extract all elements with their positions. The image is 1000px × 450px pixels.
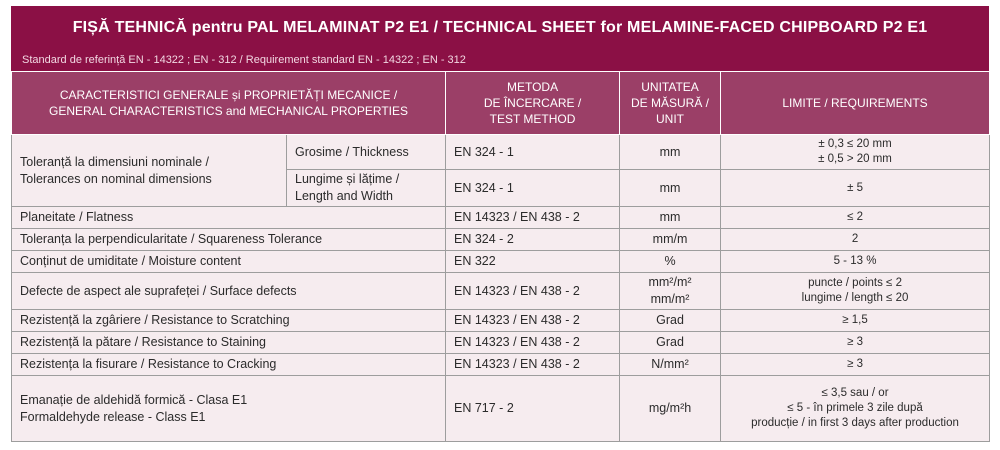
title-bar xyxy=(11,6,989,71)
moisture-method: EN 322 xyxy=(446,251,620,273)
table-row xyxy=(12,332,990,354)
surface-defects-limits: puncte / points ≤ 2 lungime / length ≤ 20 xyxy=(721,273,990,310)
thickness-unit: mm xyxy=(620,135,721,170)
squareness-label: Toleranța la perpendicularitate / Squareness Tolerance xyxy=(12,229,446,251)
formaldehyde-method: EN 717 - 2 xyxy=(446,376,620,442)
cracking-limits: ≥ 3 xyxy=(721,354,990,376)
moisture-limits: 5 - 13 % xyxy=(721,251,990,273)
table-row xyxy=(12,273,990,310)
table-row xyxy=(12,135,990,170)
table-row xyxy=(12,376,990,442)
scratching-unit: Grad xyxy=(620,310,721,332)
squareness-unit: mm/m xyxy=(620,229,721,251)
cracking-label: Rezistența la fisurare / Resistance to Cracking xyxy=(12,354,446,376)
scratching-label: Rezistență la zgâriere / Resistance to Scratching xyxy=(12,310,446,332)
staining-method: EN 14323 / EN 438 - 2 xyxy=(446,332,620,354)
moisture-unit: % xyxy=(620,251,721,273)
staining-limits: ≥ 3 xyxy=(721,332,990,354)
flatness-label: Planeitate / Flatness xyxy=(12,207,446,229)
flatness-limits: ≤ 2 xyxy=(721,207,990,229)
squareness-limits: 2 xyxy=(721,229,990,251)
column-header-characteristics: CARACTERISTICI GENERALE și PROPRIETĂȚI MECANICE / GENERAL CHARACTERISTICS and MECHANICAL PROPERTIES xyxy=(12,72,446,135)
cracking-method: EN 14323 / EN 438 - 2 xyxy=(446,354,620,376)
formaldehyde-unit: mg/m²h xyxy=(620,376,721,442)
column-header-unit: UNITATEA DE MĂSURĂ / UNIT xyxy=(620,72,721,135)
cracking-unit: N/mm² xyxy=(620,354,721,376)
formaldehyde-limits: ≤ 3,5 sau / or ≤ 5 - în primele 3 zile după producție / in first 3 days after production xyxy=(721,376,990,442)
thickness-method: EN 324 - 1 xyxy=(446,135,620,170)
column-header-requirements: LIMITE / REQUIREMENTS xyxy=(721,72,990,135)
formaldehyde-label: Emanație de aldehidă formică - Clasa E1 Formaldehyde release - Class E1 xyxy=(12,376,446,442)
technical-sheet xyxy=(11,6,989,448)
table-row xyxy=(12,207,990,229)
surface-defects-label: Defecte de aspect ale suprafeței / Surface defects xyxy=(12,273,446,310)
flatness-method: EN 14323 / EN 438 - 2 xyxy=(446,207,620,229)
surface-defects-method: EN 14323 / EN 438 - 2 xyxy=(446,273,620,310)
table-header-row xyxy=(12,72,990,135)
tolerance-label: Toleranță la dimensiuni nominale / Tolerances on nominal dimensions xyxy=(12,135,287,207)
surface-defects-unit: mm²/m² mm/m² xyxy=(620,273,721,310)
table-row xyxy=(12,251,990,273)
moisture-label: Conținut de umiditate / Moisture content xyxy=(12,251,446,273)
thickness-label: Grosime / Thickness xyxy=(287,135,446,170)
scratching-method: EN 14323 / EN 438 - 2 xyxy=(446,310,620,332)
column-header-test-method: METODA DE ÎNCERCARE / TEST METHOD xyxy=(446,72,620,135)
squareness-method: EN 324 - 2 xyxy=(446,229,620,251)
standard-reference: Standard de referință EN - 14322 ; EN - 312 / Requirement standard EN - 14322 ; EN - 312 xyxy=(22,54,466,66)
length-width-method: EN 324 - 1 xyxy=(446,170,620,207)
length-width-label: Lungime și lățime / Length and Width xyxy=(287,170,446,207)
thickness-limits: ± 0,3 ≤ 20 mm ± 0,5 > 20 mm xyxy=(721,135,990,170)
length-width-unit: mm xyxy=(620,170,721,207)
table-row xyxy=(12,354,990,376)
flatness-unit: mm xyxy=(620,207,721,229)
table-row xyxy=(12,310,990,332)
specifications-table xyxy=(11,71,990,442)
staining-unit: Grad xyxy=(620,332,721,354)
staining-label: Rezistență la pătare / Resistance to Staining xyxy=(12,332,446,354)
sheet-title: FIȘĂ TEHNICĂ pentru PAL MELAMINAT P2 E1 / TECHNICAL SHEET for MELAMINE-FACED CHIPBOARD P2 E1 xyxy=(72,19,928,36)
length-width-limits: ± 5 xyxy=(721,170,990,207)
scratching-limits: ≥ 1,5 xyxy=(721,310,990,332)
table-row xyxy=(12,229,990,251)
